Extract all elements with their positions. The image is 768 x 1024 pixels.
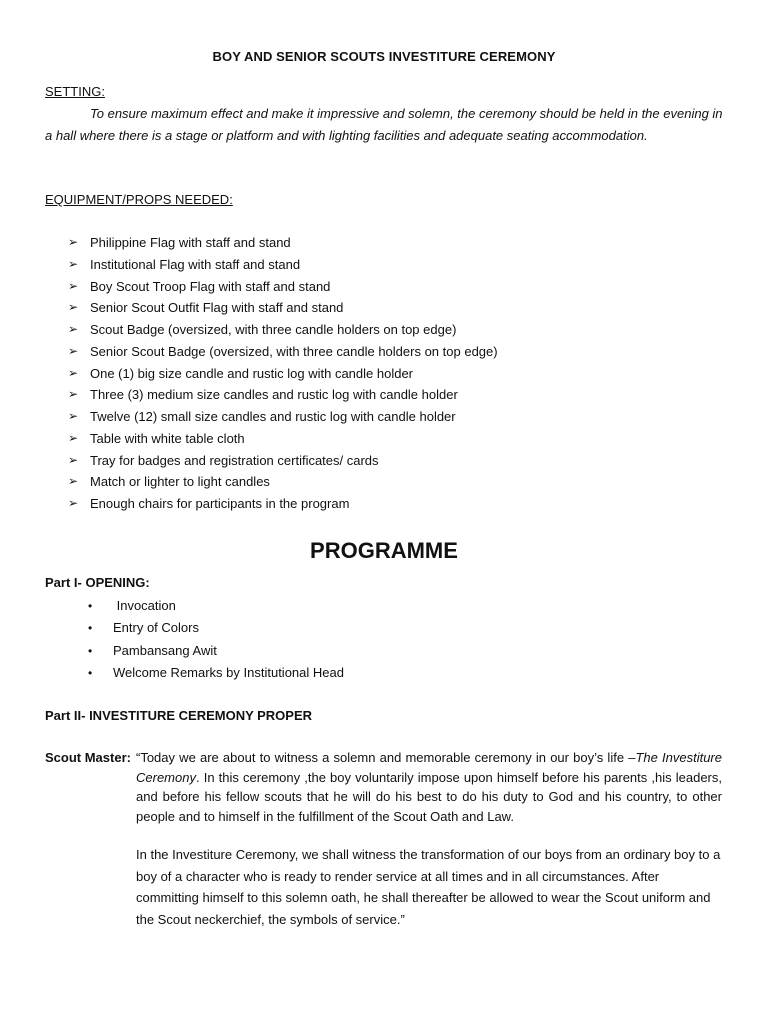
list-item: ➢ Match or lighter to light candles	[68, 471, 498, 493]
part2-heading: Part II- INVESTITURE CEREMONY PROPER	[45, 708, 313, 723]
list-item: ➢ One (1) big size candle and rustic log with candle holder	[68, 363, 498, 385]
scout-master-speech	[136, 748, 722, 931]
speaker-label: Scout Master:	[45, 750, 131, 765]
list-item: ➢ Senior Scout Outfit Flag with staff and stand	[68, 297, 498, 319]
arrow-bullet-icon: ➢	[68, 322, 79, 336]
equipment-list	[68, 232, 498, 515]
speech-paragraph-1: “Today we are about to witness a solemn and memorable ceremony in our boy’s life –The Investiture Ceremony. In this ceremony ,the boy voluntarily impose upon himself before his parents ,his leaders, and before his fellow scouts that he will do his best to do his duty to God and his country, to other people and to himself in the fulfillment of the Scout Oath and Law.	[136, 750, 722, 824]
arrow-bullet-icon: ➢	[68, 278, 79, 293]
list-item: ➢ Philippine Flag with staff and stand	[68, 232, 498, 254]
bullet-icon: •	[88, 599, 93, 613]
opening-list	[88, 595, 344, 684]
document-title: BOY AND SENIOR SCOUTS INVESTITURE CEREMONY	[212, 49, 556, 64]
list-item: ➢ Enough chairs for participants in the program	[68, 493, 498, 515]
list-item: ➢ Tray for badges and registration certificates/ cards	[68, 450, 498, 472]
arrow-bullet-icon: ➢	[68, 300, 79, 315]
arrow-bullet-icon: ➢	[68, 409, 79, 423]
part1-heading: Part I- OPENING:	[45, 575, 150, 590]
list-item: ➢ Twelve (12) small size candles and rustic log with candle holder	[68, 406, 498, 428]
list-item: • Entry of Colors	[88, 617, 344, 639]
bullet-icon: •	[88, 665, 93, 680]
arrow-bullet-icon: ➢	[68, 343, 79, 358]
list-item: ➢ Senior Scout Badge (oversized, with three candle holders on top edge)	[68, 341, 498, 363]
arrow-bullet-icon: ➢	[68, 365, 79, 380]
programme-heading: PROGRAMME	[310, 538, 458, 563]
arrow-bullet-icon: ➢	[68, 496, 79, 510]
setting-text: To ensure maximum effect and make it impressive and solemn, the ceremony should be held in the evening in a hall where there is a stage or platform and with lighting facilities and adequate seating accommodation.	[45, 106, 723, 143]
list-item: ➢ Boy Scout Troop Flag with staff and stand	[68, 276, 498, 298]
list-item: • Invocation	[88, 595, 344, 617]
arrow-bullet-icon: ➢	[68, 256, 79, 271]
list-item: ➢ Three (3) medium size candles and rustic log with candle holder	[68, 384, 498, 406]
list-item: ➢ Institutional Flag with staff and stand	[68, 254, 498, 276]
arrow-bullet-icon: ➢	[68, 430, 79, 445]
list-item: ➢ Scout Badge (oversized, with three candle holders on top edge)	[68, 319, 498, 341]
arrow-bullet-icon: ➢	[68, 387, 79, 402]
speech-paragraph-2: In the Investiture Ceremony, we shall witness the transformation of our boys from an ordinary boy to a boy of a character who is ready to render service at all times and in all circumstances. After committing himself to this solemn oath, he shall thereafter be allowed to wear the Scout uniform and the Scout neckerchief, the symbols of service.”	[136, 847, 721, 928]
setting-heading: SETTING:	[45, 84, 105, 99]
arrow-bullet-icon: ➢	[68, 474, 79, 489]
list-item: ➢ Table with white table cloth	[68, 428, 498, 450]
list-item: • Pambansang Awit	[88, 640, 344, 662]
bullet-icon: •	[88, 621, 93, 636]
setting-paragraph	[45, 103, 725, 146]
arrow-bullet-icon: ➢	[68, 452, 79, 467]
arrow-bullet-icon: ➢	[68, 235, 79, 249]
list-item: • Welcome Remarks by Institutional Head	[88, 662, 344, 684]
equipment-heading: EQUIPMENT/PROPS NEEDED:	[45, 192, 233, 207]
bullet-icon: •	[88, 643, 93, 658]
